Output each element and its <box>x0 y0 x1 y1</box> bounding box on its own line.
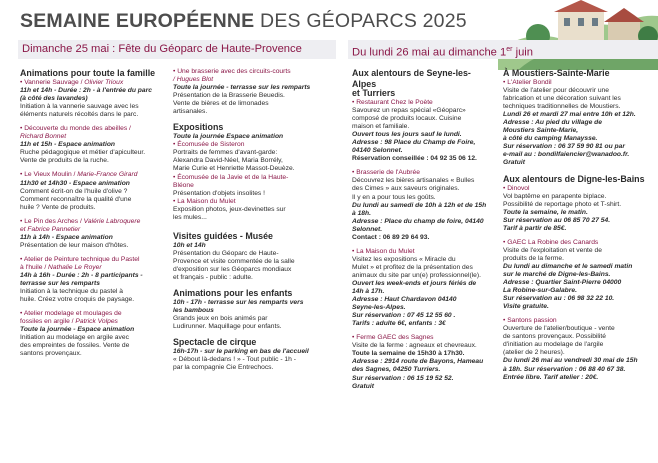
venue-desc: animaux du site par un(e) professionnel(le). <box>352 271 481 279</box>
venue-desc: Il y en a pour tous les goûts. <box>352 193 436 201</box>
activity-desc: huile. Créez votre croquis de paysage. <box>20 296 135 304</box>
venue-desc: Visite de l'exploitation et vente de <box>503 246 602 254</box>
activity-desc: Vente de bières et de limonades <box>173 100 269 108</box>
venue-info: Adresse : 98 Place du Champ de Foire, <box>352 139 476 147</box>
activity-desc: Alexandra David-Néel, Maria Borrély, <box>173 157 283 165</box>
date-bar-week-end: juin <box>512 46 533 59</box>
activity-desc: d'exposition sur les Géoparcs mondiaux <box>173 265 292 273</box>
date-bar-sunday <box>18 40 336 59</box>
venue-info: Gratuit <box>503 159 525 167</box>
activity-name: • Atelier de Peinture technique du Pastel <box>20 255 140 263</box>
venue-desc: d'initiation au modelage de l'argile <box>503 341 604 349</box>
heading-family-animations: Animations pour toute la famille <box>20 68 156 78</box>
activity-desc: des empreintes de fossiles. Vente de <box>20 342 130 350</box>
activity-desc: les mules... <box>173 213 207 221</box>
title-rest: DES GÉOPARCS 2025 <box>260 10 467 32</box>
venue-info: Ouvert les week-ends et jours fériés de <box>352 279 477 287</box>
activity-time: 11h à 14h - Espace animation <box>20 233 113 241</box>
activity-name: • Le Vieux Moulin / <box>20 171 76 179</box>
venue-desc: Savourez un repas spécial «Géoparc» <box>352 107 466 115</box>
venue-info: Sur réservation au 06 85 70 27 54. <box>503 216 611 224</box>
venue-name: • Restaurant Chez le Poète <box>352 99 433 106</box>
venue-info: Du lundi au samedi de 10h à 12h et de 15h <box>352 201 487 209</box>
activity-desc: Grands jeux en bois animés par <box>173 315 268 323</box>
venue-name: • Ferme GAEC des Sagnes <box>352 334 434 342</box>
activity-time: 10h et 14h <box>173 241 206 249</box>
venue-info: Visite gratuite. <box>503 303 549 311</box>
column-seyne-turriers <box>352 68 492 391</box>
activity-desc: Présentation de leur maison d'hôtes. <box>20 241 129 249</box>
venue-info: Du lundi au dimanche et le samedi matin <box>503 262 633 270</box>
venue-name: • Santons passion <box>503 317 557 325</box>
heading-moustiers: À Moustiers-Sainte-Marie <box>503 68 610 78</box>
activity-desc: « Débout là-dedans ! » - Tout public - 1h - <box>173 356 296 364</box>
venue-info: Seyne-les-Alpes. <box>352 304 406 312</box>
venue-desc: Visitez les expositions « Miracle du <box>352 255 456 263</box>
activity-name: • La Maison du Mulet <box>173 197 236 205</box>
activity-name: • Écomusée de Sisteron <box>173 141 245 149</box>
activity-desc: Comment reconnaître la qualité d'une <box>20 195 132 203</box>
venue-desc: composé de produits locaux. Cuisine <box>352 115 462 123</box>
venue-name: • La Maison du Mulet <box>352 247 415 255</box>
heading-expositions: Expositions <box>173 122 224 133</box>
venue-info: Entrée libre. Tarif atelier : 20€. <box>503 373 599 381</box>
activity-desc: Provence et visite commentée de la salle <box>173 257 295 265</box>
activity-desc: Présentation d'objets insolites ! <box>173 189 265 197</box>
activity-desc: artisanales. <box>173 108 208 116</box>
date-bar-week-sup: er <box>506 46 513 53</box>
activity-host: / Hugues Blot <box>173 76 214 84</box>
activity-host: Nathalie Le Royer <box>46 263 102 271</box>
venue-desc: Découvrez les bières artisanales « Bulles <box>352 177 475 185</box>
activity-desc: huile ? Vente de produits. <box>20 203 96 211</box>
venue-info: 14h à 17h. <box>352 288 385 296</box>
activity-time: 14h à 16h - Durée : 2h - 8 participants - <box>20 271 143 279</box>
venue-desc: maison et familiale. <box>352 123 410 131</box>
activity-desc: santons provençaux. <box>20 350 82 358</box>
activity-time: 16h-17h - sur le parking en bas de l'accueil <box>173 348 309 356</box>
village-illustration <box>498 0 658 70</box>
venue-info: Toute la semaine, le matin. <box>503 208 588 216</box>
activity-host: et Fabrice Pannetier <box>20 225 81 233</box>
activity-desc: par la compagnie Cie Entrechocs. <box>173 364 274 372</box>
heading-seyne: Aux alentours de Seyne-les-Alpes <box>352 68 471 89</box>
column-expositions <box>173 68 333 372</box>
venue-info: à 18h. Sur réservation : 06 88 40 67 38. <box>503 365 626 373</box>
venue-info: Du lundi 26 mai au vendredi 30 mai de 15h <box>503 357 638 365</box>
venue-info: à 18h. <box>352 209 371 217</box>
heading-circus: Spectacle de cirque <box>173 337 257 348</box>
activity-desc: Présentation de la Brasserie Beuedis. <box>173 92 285 100</box>
activity-host: Marie-France Girard <box>75 171 138 179</box>
venue-info: Sur réservation : 06 37 59 90 81 ou par <box>503 143 625 151</box>
venue-info: 04140 Selonnet. <box>352 147 403 155</box>
venue-desc: Vol baptême en parapente biplace. <box>503 192 607 200</box>
column-moustiers-digne <box>503 68 651 382</box>
venue-desc: Visite de la ferme : agneaux et chevreaux. <box>352 342 477 350</box>
venue-info: Réservation conseillée : 04 92 35 06 12. <box>352 155 477 163</box>
venue-info: Adresse : Haut Chardavon 04140 <box>352 296 457 304</box>
activity-time: (à côté des lavandes) <box>20 95 88 103</box>
activity-time: Toute la journée Espace animation <box>173 133 284 141</box>
venue-desc: Possibilité de reportage photo et T-shirt. <box>503 200 622 208</box>
heading-guided-tours: Visites guidées - Musée <box>173 230 273 241</box>
activity-name: • Écomusée de la Javie et de la Haute- <box>173 173 289 181</box>
activity-host: Richard Bonnet <box>20 133 67 141</box>
heading-seyne: et Turriers <box>352 88 396 98</box>
activity-time: 11h et 14h - Durée : 2h - à l'entrée du parc <box>20 87 152 95</box>
date-bar-sunday-text: Dimanche 25 mai : Fête du Géoparc de Haute-Provence <box>22 43 302 55</box>
venue-info: Selonnet. <box>352 225 383 233</box>
venue-info: Adresse : 2914 route de Bayons, Hameau <box>352 358 484 366</box>
activity-name: • Atelier modelage et moulages de <box>20 310 122 318</box>
activity-host: Olivier Trioux <box>82 79 124 86</box>
venue-desc: techniques traditionnelles de Moustiers. <box>503 103 621 111</box>
venue-desc: produits de la ferme. <box>503 254 564 262</box>
venue-info: e-mail au : bondilfaiencier@wanadoo.fr. <box>503 151 630 159</box>
activity-name: fossiles en argile / <box>20 318 74 326</box>
activity-name: • Une brasserie avec des circuits-courts <box>173 68 291 75</box>
title-bold: SEMAINE EUROPÉENNE <box>20 10 255 32</box>
activity-desc: éléments naturels récoltés dans le parc. <box>20 111 139 119</box>
venue-info: Adresse : Quartier Saint-Pierre 04000 <box>503 279 622 287</box>
venue-info: Sur réservation au : 06 98 32 22 10. <box>503 295 615 303</box>
activity-time: Toute la journée - terrasse sur les remparts <box>173 84 311 92</box>
column-family-animations <box>20 68 170 358</box>
date-bar-week-text: Du lundi 26 mai au dimanche 1 <box>352 46 507 59</box>
venue-desc: Visite de l'atelier pour découvrir une <box>503 87 609 95</box>
activity-desc: et français - public : adulte. <box>173 273 253 281</box>
activity-host: Valérie Labroquere <box>81 217 141 225</box>
venue-info: Sur réservation : 07 45 12 55 60 . <box>352 312 456 320</box>
activity-desc: Initiation au modelage en argile avec <box>20 334 129 342</box>
activity-name: • Découverte du monde des abeilles / <box>20 125 131 133</box>
activity-time: 11h30 et 14h30 - Espace animation <box>20 179 130 187</box>
venue-desc: (atelier de 2 heures). <box>503 349 565 357</box>
venue-desc: fabrication et une décoration suivant les <box>503 95 621 103</box>
heading-digne: Aux alentours de Digne-les-Bains <box>503 173 645 184</box>
activity-time: 10h - 17h - terrasse sur les remparts vers <box>173 299 304 307</box>
venue-info: Lundi 26 et mardi 27 mai entre 10h et 12h. <box>503 111 636 119</box>
activity-name: Bléone <box>173 181 194 189</box>
activity-desc: Exposition photos, jeux-devinettes sur <box>173 205 286 213</box>
activity-desc: Ruche pédagogique et métier d'apiculteur. <box>20 149 146 157</box>
activity-desc: Comment écrit-on de l'huile d'olive ? <box>20 187 128 195</box>
activity-time: Toute la journée - Espace animation <box>20 326 135 334</box>
activity-name: à l'huile / <box>20 263 47 271</box>
activity-desc: Marie Curie et Henriette Massot-Deuèze. <box>173 165 295 173</box>
venue-name: • Brasserie de l'Aubrée <box>352 169 420 177</box>
activity-desc: Ludirunner. Maquillage pour enfants. <box>173 323 282 331</box>
activity-desc: Initiation à la vannerie sauvage avec les <box>20 103 139 111</box>
venue-info: des Sagnes, 04250 Turriers. <box>352 366 441 374</box>
activity-desc: Vente de produits de la ruche. <box>20 157 109 165</box>
venue-info: Adresse : Place du champ de foire, 04140 <box>352 217 484 225</box>
venue-info: La Robine-sur-Galabre. <box>503 287 577 295</box>
venue-name: • L'Atelier Bondil <box>503 79 552 86</box>
activity-name: • Le Pin des Arches / <box>20 217 82 225</box>
page-title <box>20 10 467 33</box>
venue-desc: de santons provençaux. Possibilité <box>503 333 606 341</box>
venue-info: à côté du camping Manaysse. <box>503 135 598 143</box>
heading-kids-animations: Animations pour les enfants <box>173 288 293 299</box>
venue-desc: des Cimes » aux saveurs originales. <box>352 185 460 193</box>
venue-info: Moustiers Sainte-Marie, <box>503 127 579 135</box>
venue-info: Toute la semaine de 15h30 à 17h30. <box>352 350 465 358</box>
venue-info: Tarifs : adulte 6€, enfants : 3€ <box>352 320 446 328</box>
venue-desc: Mulet » et profitez de la présentation des <box>352 263 473 271</box>
date-bar-week <box>348 40 658 59</box>
venue-info: sur le marché de Digne-les-Bains. <box>503 270 611 278</box>
venue-name: • GAEC La Robine des Canards <box>503 238 599 246</box>
activity-desc: Présentation du Géoparc de Haute- <box>173 249 279 257</box>
venue-info: Contact : 06 89 29 64 93. <box>352 233 430 241</box>
activity-time: 11h et 15h - Espace animation <box>20 141 116 149</box>
activity-host: Patrick Volpes <box>73 318 118 326</box>
activity-time: terrasse sur les remparts <box>20 280 100 288</box>
venue-desc: Ouverture de l'atelier/boutique - vente <box>503 325 615 333</box>
activity-desc: Portraits de femmes d'avant-garde: <box>173 149 278 157</box>
venue-info: Sur réservation : 06 15 19 52 52. <box>352 374 454 382</box>
activity-desc: Initiation à la technique du pastel à <box>20 288 123 296</box>
venue-name: • Dinovol <box>503 184 530 192</box>
venue-info: Ouvert tous les jours sauf le lundi. <box>352 131 462 139</box>
venue-info: Gratuit <box>352 382 374 390</box>
venue-info: Adresse : Au pied du village de <box>503 119 602 127</box>
venue-info: Tarif à partir de 85€. <box>503 224 567 232</box>
activity-name: • Vannerie Sauvage / <box>20 79 83 86</box>
activity-time: les bambous <box>173 307 214 315</box>
